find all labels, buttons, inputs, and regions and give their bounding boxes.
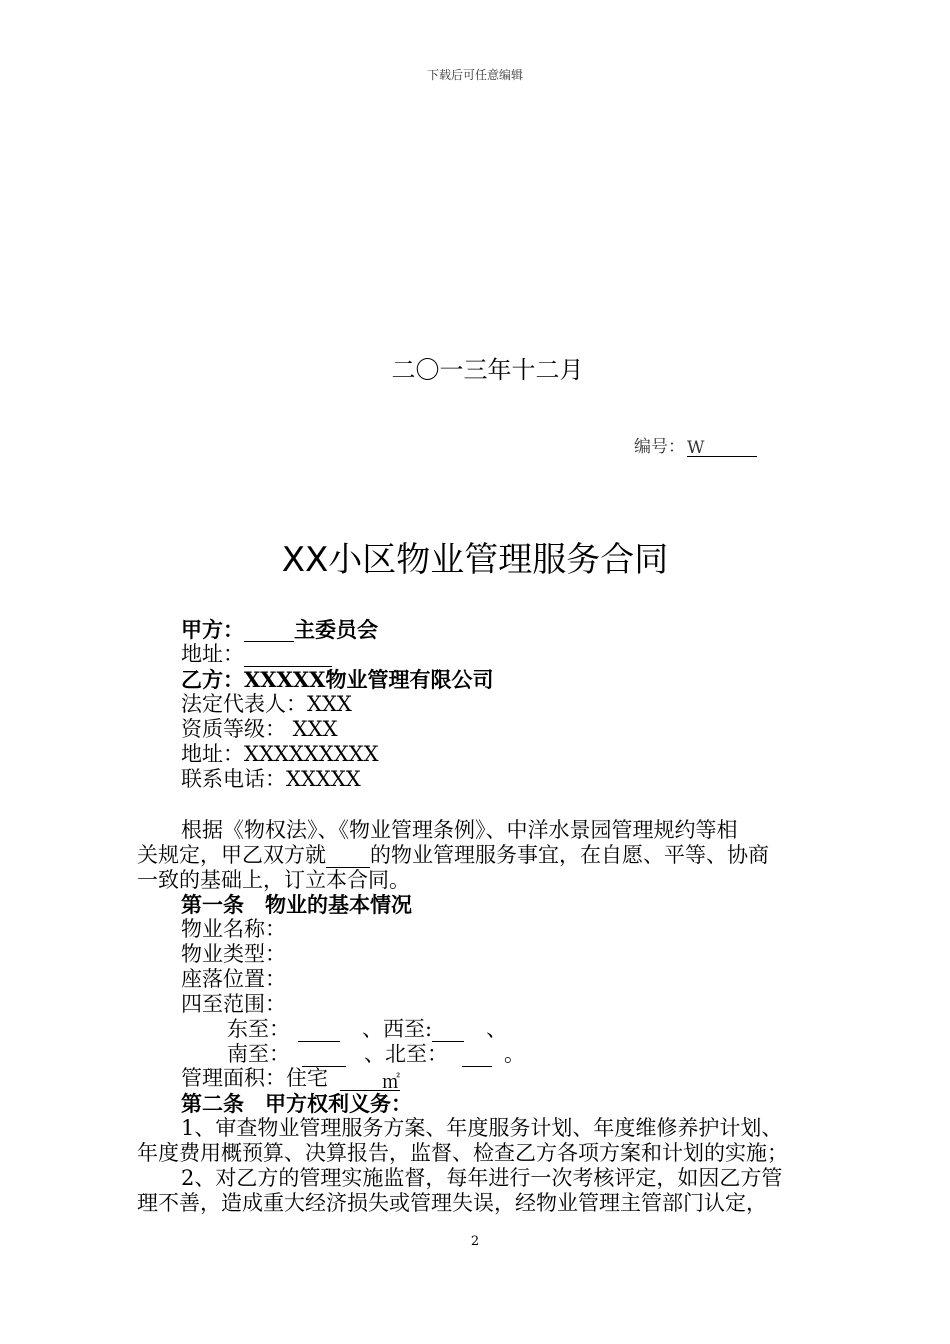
south-label: 南至： [227,1042,290,1066]
legal-representative: 法定代表人：XXX [181,692,352,716]
north-label: 、北至： [364,1042,448,1066]
article-2-item-2-line-2: 理不善，造成重大经济损失或管理失误，经物业管理主管部门认定， [137,1191,767,1215]
party-b-name: XXXXX物业管理有限公司 [244,667,494,692]
east-west-separator: 、 [486,1017,508,1041]
area-unit: ㎡ [382,1072,400,1093]
article-2-item-1-line-1: 1、审查物业管理服务方案、年度服务计划、年度维修养护计划、 [181,1116,783,1140]
west-label: 、西至: [362,1017,433,1041]
north-blank [462,1046,492,1067]
party-b-line [181,667,493,692]
party-b-address: 地址：XXXXXXXXX [181,742,379,766]
article-2-item-1-line-2: 年度费用概预算、决算报告，监督、检查乙方各项方案和计划的实施； [137,1141,788,1165]
party-a-address-blank [244,646,332,667]
serial-number [634,432,757,457]
party-b-label: 乙方： [181,667,244,692]
party-a-address-label: 地址： [181,642,244,666]
serial-blank [687,438,757,457]
contract-date: 二〇一三年十二月 [391,356,584,384]
east-label: 东至： [227,1017,290,1041]
property-type: 物业类型： [181,942,286,966]
contract-title: XX小区物业管理服务合同 [281,540,669,580]
qualification-level: 资质等级： XXX [181,717,338,741]
preamble-line-2b: 的物业管理服务事宜，在自愿、平等、协商 [370,843,769,867]
east-blank [298,1021,340,1042]
page-header-note: 下载后可任意编辑 [426,68,523,82]
property-name: 物业名称： [181,917,286,941]
south-blank [302,1046,346,1067]
preamble-line-3: 一致的基础上，订立本合同。 [137,868,410,892]
article-1-heading: 第一条 物业的基本情况 [181,892,412,917]
serial-label: 编号： [634,437,685,457]
article-2-item-2-line-1: 2、对乙方的管理实施监督，每年进行一次考核评定，如因乙方管 [181,1166,783,1190]
preamble-line-2 [137,843,769,868]
south-north-period: 。 [504,1042,525,1066]
party-a-suffix: 主委员会 [294,617,378,642]
property-boundary: 四至范围： [181,992,286,1016]
boundary-east-west [227,1017,507,1042]
article-2-heading: 第二条 甲方权利义务： [181,1091,412,1116]
west-blank [432,1021,464,1042]
party-a-blank [244,621,294,642]
preamble-line-2a: 关规定，甲乙双方就 [137,843,326,867]
contact-phone: 联系电话：XXXXX [181,767,361,791]
page-number: 2 [470,1234,480,1249]
area-blank [340,1070,400,1091]
property-location: 座落位置： [181,967,286,991]
preamble-line-1: 根据《物权法》、《物业管理条例》、中洋水景园管理规约等相 [181,818,738,842]
party-a-line [181,617,378,642]
party-a-label: 甲方： [181,617,244,642]
serial-prefix: W [687,438,705,458]
area-label: 管理面积：住宅 [181,1066,328,1090]
party-a-address-line [181,642,332,667]
preamble-blank [326,847,370,868]
management-area [181,1066,400,1091]
boundary-south-north [227,1042,525,1067]
